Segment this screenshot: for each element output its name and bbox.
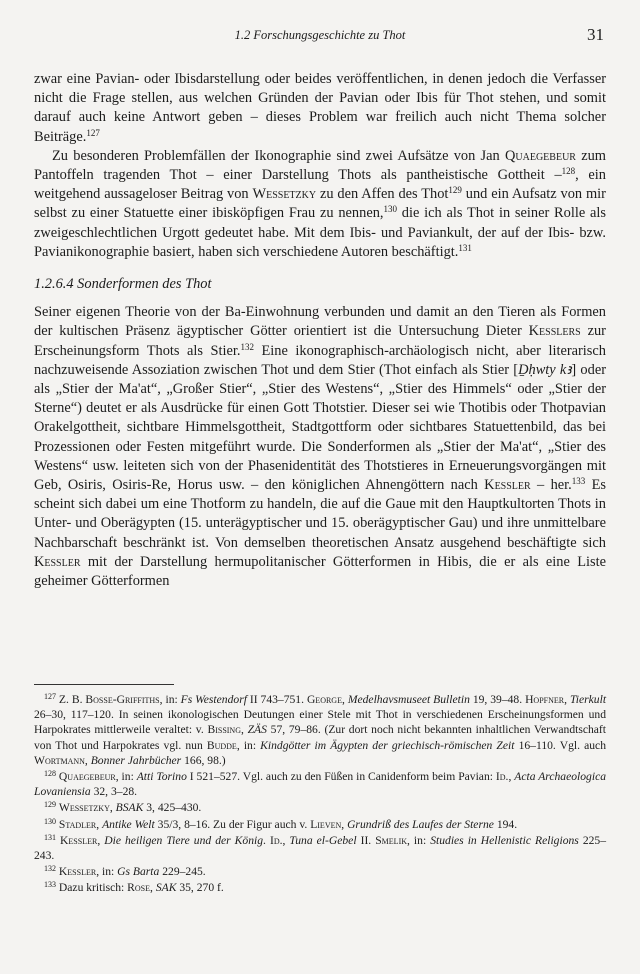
paragraph-text: zu den Affen des Thot	[316, 186, 449, 203]
note-text: ,	[282, 833, 290, 847]
note-text: , in:	[159, 693, 181, 706]
paragraph-text: Seiner eigenen Theorie von der Ba-Einwohnung verbunden und damit an den Tieren als Formen der kultischen Präsenz ägyptischer Götter orientiert ist die Untersuchung Dieter	[34, 304, 606, 340]
author-name: Quaegebeur	[58, 770, 116, 784]
footnote-number: 130	[44, 816, 56, 826]
note-text: ,	[97, 833, 105, 847]
author-name: Lieven	[310, 817, 342, 831]
footnote-132	[34, 864, 606, 879]
note-text: Dazu kritisch:	[56, 881, 128, 895]
paragraph-text: ] oder als „Stier der Ma'at“, „Großer Stier“, „Stier des Westens“, „Stier des Himmels“ oder „Stier der Sterne“) deutet er als Ausdrücke für einen Gott Thotstier. Dieser sei wie Thotibis oder Thotpavian Orakelgottheit, sichtbare Himmelsgottheit, Stadtgottform oder sichtbares Statuettenbild, das bei Prozessionen oder Festen mitgeführt wurde. Die Sonderformen als „Stier der Ma'at“, „Stier des Westens“ usw. leiteten sich von der Phasenidentität des Thotstieres in Erneuerungsvorgängen mit Geb, Osiris, Osiris-Re, Horus usw. – den königlichen Ahnengöttern nach	[34, 361, 607, 494]
author-name: Wortmann	[34, 753, 85, 767]
author-name: Kesslers	[528, 323, 581, 340]
footnote-ref[interactable]: 133	[571, 476, 586, 487]
work-title: Kindgötter im Ägypten der griechisch-römischen Zeit	[260, 738, 515, 752]
note-text: ,	[564, 693, 570, 706]
note-text: 229–245.	[159, 865, 206, 879]
author-name: George	[306, 693, 342, 706]
footnote-ref[interactable]: 127	[86, 127, 100, 138]
footnote-128	[34, 769, 606, 799]
author-name: Kessler	[60, 833, 98, 847]
paragraph-text: zum Pantoffeln tragenden Thot – einer Darstellung Thots als pantheistische Gottheit –	[34, 147, 607, 184]
note-text: Z. B.	[56, 693, 86, 706]
note-text: 3, 425–430.	[143, 801, 202, 815]
running-head: 1.2 Forschungsgeschichte zu Thot	[234, 28, 406, 42]
note-text: ,	[240, 723, 248, 737]
work-title: Bonner Jahrbücher	[90, 753, 182, 767]
work-title: Antike Welt	[102, 817, 155, 831]
note-text: 57, 79–86. (Zur dort noch nicht bekannten inhaltlichen Verwandtschaft von Thot und Harpokrates vgl. nun	[34, 723, 607, 752]
paragraph-text: , ein weitgehend aussageloser Beitrag von	[34, 167, 607, 203]
footnote-number: 127	[44, 692, 56, 701]
work-title: Medelhavsmuseet Bulletin	[347, 693, 470, 706]
work-title: Grundriß des Laufes der Sterne	[347, 817, 494, 831]
note-text: 194.	[493, 817, 518, 831]
note-text: 32, 3–28.	[90, 785, 138, 799]
footnote-rule	[34, 684, 174, 685]
footnotes	[34, 692, 606, 896]
author-name: Id.	[269, 833, 283, 847]
footnote-ref[interactable]: 130	[383, 204, 397, 215]
paragraph-3	[34, 303, 606, 591]
section-heading: 1.2.6.4 Sonderformen des Thot	[34, 276, 212, 293]
paragraph-text: mit der Darstellung hermupolitanischer Götterformen in Hibis, die er als eine Liste geheimer Götterformen	[34, 553, 606, 590]
author-name: Quaegebeur	[505, 147, 576, 164]
work-title: ZÄS	[247, 723, 267, 737]
author-name: Budde	[206, 738, 237, 752]
note-text: 35/3, 8–16. Zu der Figur auch v.	[154, 817, 311, 831]
paragraph-text: – her.	[530, 477, 572, 494]
work-title: Tierkult	[569, 693, 607, 706]
note-text: ,	[150, 881, 156, 895]
footnote-133	[34, 880, 606, 895]
note-text: .	[263, 833, 270, 847]
author-name: Wessetzky	[58, 801, 110, 815]
work-title: BSAK	[115, 801, 144, 815]
footnote-number: 129	[44, 800, 56, 810]
note-text: ,	[341, 817, 348, 831]
note-text: 225–243.	[34, 833, 607, 863]
footnote-ref[interactable]: 128	[561, 166, 576, 177]
note-text: II 743–751.	[246, 693, 307, 706]
footnote-number: 128	[44, 769, 56, 779]
note-text: 166, 98.)	[181, 753, 226, 767]
paragraph-text: Es scheint sich dabei um eine Thotform zu handeln, die auf die Gaue mit den Hauptkultorten Thots in Unter- und Oberägypten (15. unterägyptischer und 15. oberägyptischer Gau) und ihre unmittelbare Nachbarschaft beschränkt ist. Von demselben theoretischen Ansatz ausgehend beschäftigte sich	[34, 477, 606, 551]
note-text: ,	[96, 817, 103, 831]
paragraph-text: Eine ikonographisch-archäologisch nicht, aber literarisch nachzuweisende Assoziation zwischen Thot und dem Stier (Thot einfach als Stier [	[34, 342, 606, 378]
author-name: Rose	[127, 881, 151, 895]
author-name: Kessler	[58, 865, 97, 879]
paragraph-1	[34, 70, 606, 147]
work-title: Atti Torino	[136, 770, 187, 784]
work-title: Gs Barta	[117, 865, 160, 879]
note-text: , in:	[96, 865, 118, 879]
footnote-ref[interactable]: 132	[240, 341, 254, 352]
paragraph-text: die ich als Thot in seiner Rolle als zweigeschlechtlichen Urgott gedeutet habe. Mit dem Ibis- und Paviankult, der auf der Ibis- bzw. Pavianikonographie basiert, haben sich verschiedene Autoren beschäftigt.	[34, 205, 606, 260]
note-text: ,	[508, 770, 515, 784]
note-text: 35, 270 f.	[176, 881, 224, 895]
paragraph-text: und ein Aufsatz von mir selbst zu einer Statuette einer ibisköpfigen Frau zu nennen,	[34, 186, 606, 222]
footnote-130	[34, 817, 606, 832]
footnote-129	[34, 800, 606, 815]
note-text: I 521–527. Vgl. auch zu den Füßen in Canidenform beim Pavian:	[186, 770, 496, 784]
note-text: ,	[84, 753, 91, 767]
work-title: Tuna el-Gebel	[289, 833, 357, 847]
author-name: Kessler	[34, 553, 81, 570]
work-title: Studies in Hellenistic Religions	[430, 833, 579, 847]
note-text: ,	[341, 693, 348, 706]
footnote-127	[34, 692, 606, 768]
work-title: Die heiligen Tiere und der König	[104, 833, 264, 847]
work-title: SAK	[155, 881, 177, 895]
paragraph-2	[34, 147, 606, 262]
footnote-ref[interactable]: 129	[448, 185, 462, 196]
author-name: Bissing	[207, 723, 241, 737]
work-title: Fs Westendorf	[180, 693, 247, 706]
author-name: Bosse-Griffiths	[85, 693, 160, 706]
page-number: 31	[587, 25, 604, 44]
paragraph-text: zwar eine Pavian- oder Ibisdarstellung oder beides veröffentlichen, in denen jedoch die Verfasser nicht die Frage stellen, aus welchen Gründen der Pavian oder Ibis für Thot stehen, und somit darauf auch keine Antwort geben – dieses Problem war freilich auch nicht Thema solcher Beiträge.	[34, 71, 606, 145]
work-title: Acta Archaeologica Lovaniensia	[34, 770, 607, 799]
footnote-ref[interactable]: 131	[458, 242, 472, 253]
author-name: Id.	[495, 770, 509, 784]
note-text: , in:	[407, 833, 431, 847]
paragraph-text: Zu besonderen Problemfällen der Ikonographie sind zwei Aufsätze von Jan	[52, 147, 506, 164]
paragraph-text: zur Erscheinungsform Thots als Stier.	[34, 323, 606, 359]
footnote-number: 132	[44, 864, 56, 874]
note-text: 19, 39–48.	[469, 693, 526, 706]
note-text: ,	[109, 801, 116, 815]
page-header	[0, 25, 640, 50]
note-text: II.	[356, 833, 376, 847]
note-text: , in:	[236, 738, 261, 752]
author-name: Wessetzky	[252, 186, 317, 203]
note-text: , in:	[115, 770, 137, 784]
note-text: 16–110. Vgl. auch	[514, 738, 606, 752]
author-name: Smelik	[375, 833, 408, 847]
footnote-131	[34, 833, 606, 863]
main-text	[34, 70, 606, 591]
transliteration: Ḏḥwty kꜣ	[518, 361, 572, 378]
footnote-number: 131	[44, 832, 56, 842]
author-name: Hopfner	[525, 693, 565, 706]
footnote-number: 133	[44, 880, 56, 890]
author-name: Stadler	[58, 817, 97, 831]
author-name: Kessler	[484, 477, 531, 494]
note-text: 26–30, 117–120. In seinen ikonologischen Deutungen einer Stele mit Thot in verschiedenen Erscheinungsformen und Harpokrates mittlerweile veraltet: v.	[34, 708, 606, 737]
